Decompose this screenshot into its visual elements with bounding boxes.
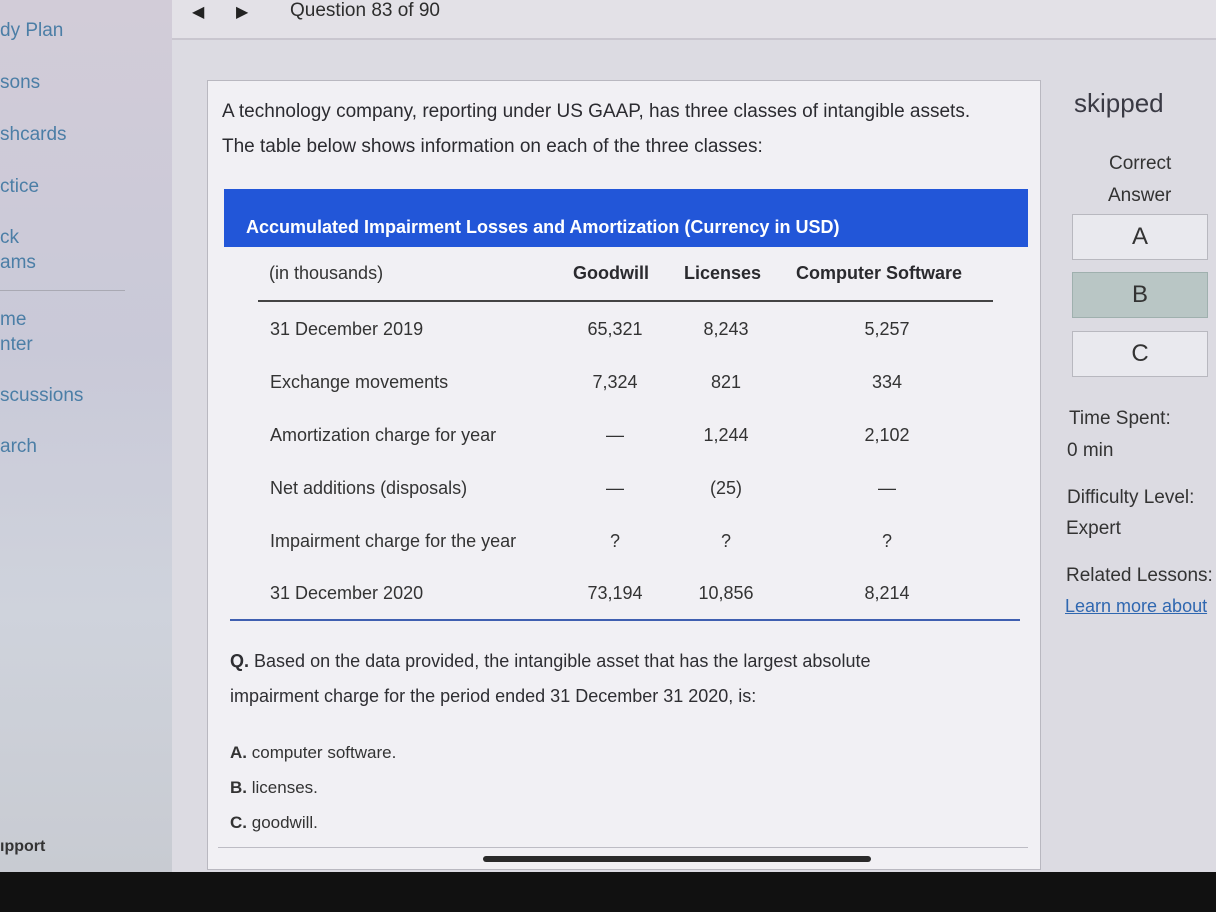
card-bottom-rule	[218, 847, 1028, 848]
option-a[interactable]	[230, 743, 396, 763]
sidebar-item-study-plan[interactable]: dy Plan	[0, 20, 64, 41]
sidebar-item-mock[interactable]: ck	[0, 227, 19, 248]
table-cell: 821	[710, 372, 742, 392]
table-row-label: 31 December 2020	[270, 583, 424, 603]
question-card	[207, 80, 1041, 870]
option-text: licenses.	[251, 778, 318, 797]
question-prompt-line-1	[230, 651, 870, 672]
table-cell: (25)	[709, 478, 742, 498]
sidebar-item-lessons[interactable]: sons	[0, 72, 41, 93]
option-c[interactable]	[230, 813, 318, 833]
option-text: computer software.	[251, 743, 397, 762]
nav-divider	[172, 38, 1216, 40]
answer-choice-a: A	[1072, 214, 1208, 260]
prev-question-icon[interactable]: ◀	[192, 4, 205, 21]
table-cell: 8,243	[703, 319, 749, 339]
related-lessons-label: Related Lessons:	[1066, 565, 1213, 586]
option-b[interactable]	[230, 778, 318, 798]
sidebar-item-center[interactable]: nter	[0, 334, 33, 355]
question-intro-line-1: A technology company, reporting under US GAAP, has three classes of intangible assets.	[222, 101, 971, 122]
sidebar-item-discussions[interactable]: scussions	[0, 385, 84, 406]
correct-answer-label-2: Answer	[1108, 185, 1172, 206]
question-prompt-text-1: Based on the data provided, the intangible asset that has the largest absolute	[254, 651, 871, 671]
table-cell: 1,244	[703, 425, 749, 445]
sidebar	[0, 0, 172, 872]
table-cell: 73,194	[587, 583, 643, 603]
table-cell: —	[606, 478, 624, 498]
sidebar-item-support[interactable]: ıpport	[0, 838, 46, 855]
table-row-label: Amortization charge for year	[270, 425, 497, 445]
option-letter: A.	[230, 743, 247, 762]
table-cell: ?	[609, 531, 620, 551]
column-header-computer-software: Computer Software	[796, 263, 963, 283]
table-row-label: Impairment charge for the year	[270, 531, 517, 551]
difficulty-value: Expert	[1066, 518, 1121, 539]
option-text: goodwill.	[251, 813, 318, 832]
column-header-goodwill: Goodwill	[573, 263, 649, 283]
sidebar-item-flashcards[interactable]: shcards	[0, 124, 67, 145]
table-row-label: Net additions (disposals)	[270, 478, 468, 498]
status-label: skipped	[1074, 88, 1164, 118]
option-letter: B.	[230, 778, 247, 797]
table-cell: —	[878, 478, 896, 498]
column-header-licenses: Licenses	[684, 263, 762, 283]
question-prompt-line-2: impairment charge for the period ended 31 December 31 2020, is:	[230, 686, 757, 706]
table-cell: 7,324	[592, 372, 638, 392]
table-cell: 2,102	[864, 425, 910, 445]
sidebar-item-search[interactable]: arch	[0, 436, 37, 457]
learn-more-link[interactable]: Learn more about	[1065, 596, 1208, 616]
horizontal-scrollbar[interactable]	[483, 856, 871, 862]
question-intro-line-2: The table below shows information on each of the three classes:	[222, 136, 763, 157]
sidebar-item-practice[interactable]: ctice	[0, 176, 40, 197]
screen-bezel	[0, 872, 1216, 912]
sidebar-item-exams[interactable]: ams	[0, 252, 36, 273]
table-cell: —	[606, 425, 624, 445]
question-nav-bar	[172, 0, 1216, 38]
table-cell: 5,257	[864, 319, 910, 339]
next-question-icon[interactable]: ▶	[236, 4, 249, 21]
table-cell: 334	[871, 372, 903, 392]
table-units: (in thousands)	[269, 263, 384, 283]
table-header-rule	[258, 300, 993, 302]
question-prefix: Q.	[230, 651, 250, 671]
table-header-bar	[224, 189, 1028, 247]
table-row-label: Exchange movements	[270, 372, 449, 392]
answer-choice-c: C	[1072, 331, 1208, 377]
table-cell: 10,856	[698, 583, 754, 603]
table-cell: 8,214	[864, 583, 910, 603]
time-spent-value: 0 min	[1067, 440, 1114, 461]
table-cell: 65,321	[587, 319, 643, 339]
table-row-label: 31 December 2019	[270, 319, 424, 339]
table-footer-rule	[230, 619, 1020, 621]
sidebar-divider	[0, 290, 125, 291]
difficulty-label: Difficulty Level:	[1067, 487, 1195, 508]
table-title: Accumulated Impairment Losses and Amortization (Currency in USD)	[246, 217, 840, 237]
sidebar-item-home[interactable]: me	[0, 309, 27, 330]
table-cell: ?	[720, 531, 731, 551]
answer-choice-b-correct: B	[1072, 272, 1208, 318]
table-cell: ?	[881, 531, 892, 551]
question-counter: Question 83 of 90	[290, 0, 440, 21]
correct-answer-label: Correct	[1109, 153, 1172, 174]
option-letter: C.	[230, 813, 247, 832]
time-spent-label: Time Spent:	[1069, 408, 1171, 429]
